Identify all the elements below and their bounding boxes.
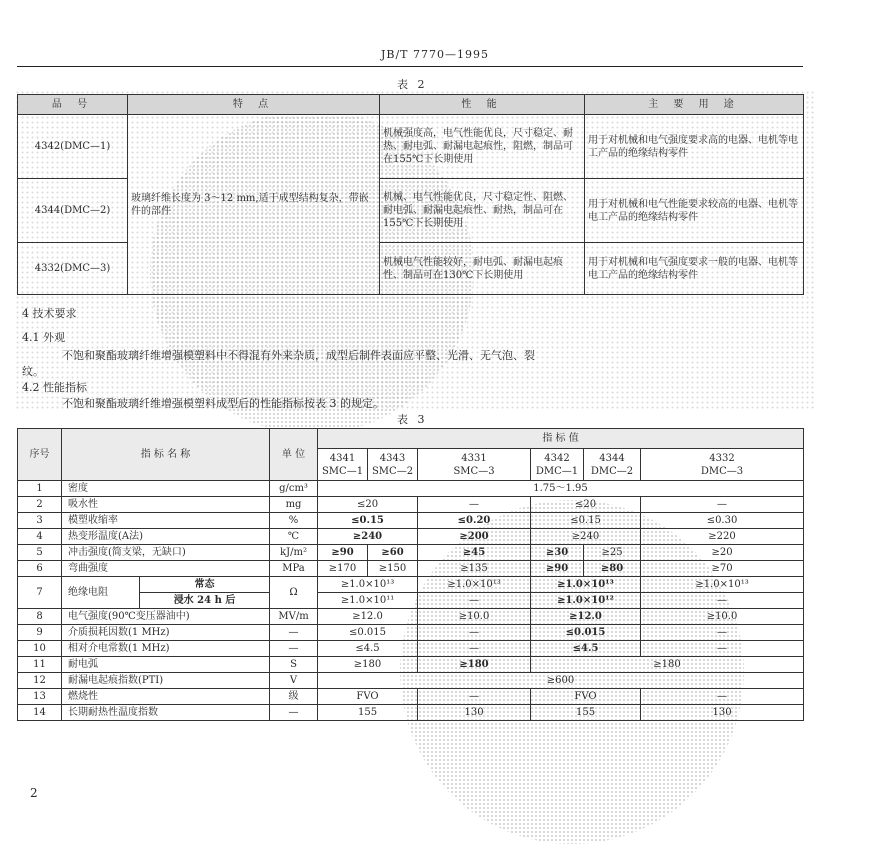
row-name: 长期耐热性温度指数 — [62, 705, 270, 721]
row-value: ≥30 — [531, 545, 584, 561]
table-row — [18, 513, 804, 529]
row-value: ≥1.0×10¹³ — [418, 577, 531, 593]
grade-header: 4342 DMC—1 — [531, 449, 584, 481]
row-name: 热变形温度(A法) — [62, 529, 270, 545]
row-value: — — [418, 641, 531, 657]
grade-header: 4344 DMC—2 — [584, 449, 641, 481]
row-value: 1.75～1.95 — [318, 481, 804, 497]
row-value: — — [641, 641, 804, 657]
row-name: 耐电弧 — [62, 657, 270, 673]
row-value: ≥240 — [318, 529, 418, 545]
row-name: 模塑收缩率 — [62, 513, 270, 529]
grade-header: 4331 SMC—3 — [418, 449, 531, 481]
table3-caption: 表 3 — [397, 413, 428, 426]
row-value: ≤0.20 — [418, 513, 531, 529]
section-4-2-title: 4.2 性能指标 — [22, 381, 87, 394]
row-value: ≥600 — [318, 673, 804, 689]
product-code: 4342(DMC—1) — [18, 115, 128, 179]
table-row — [18, 705, 804, 721]
row-number: 3 — [18, 513, 62, 529]
row-name: 吸水性 — [62, 497, 270, 513]
performance-cell: 机械电气性能较好，耐电弧、耐漏电起痕性、制品可在130℃下长期使用 — [380, 243, 585, 295]
page-number: 2 — [30, 786, 38, 800]
row-value: ≥20 — [641, 545, 804, 561]
row-value: ≥1.0×10¹³ — [318, 577, 418, 593]
grade-header: 4343 SMC—2 — [368, 449, 418, 481]
product-code: 4332(DMC—3) — [18, 243, 128, 295]
row-value: — — [641, 625, 804, 641]
table-row — [18, 577, 804, 593]
row-subname: 常态 — [140, 577, 270, 593]
section-4-1-text: 不饱和聚酯玻璃纤维增强模塑料中不得混有外来杂质，成型后制件表面应平整、光滑、无气泡、裂 — [62, 349, 535, 362]
row-unit: Ω — [270, 577, 318, 609]
row-value: ≥200 — [418, 529, 531, 545]
grade-header: 4341 SMC—1 — [318, 449, 368, 481]
row-value: — — [418, 593, 531, 609]
row-value: 155 — [531, 705, 641, 721]
row-value: ≤20 — [318, 497, 418, 513]
table-row — [18, 609, 804, 625]
section-4-1-text-cont: 纹。 — [22, 365, 44, 378]
row-number: 7 — [18, 577, 62, 609]
header-seq: 序号 — [18, 429, 62, 481]
row-value: ≥180 — [531, 657, 804, 673]
header-name: 指 标 名 称 — [62, 429, 270, 481]
row-value: — — [641, 593, 804, 609]
row-unit: — — [270, 625, 318, 641]
row-value: ≥1.0×10¹³ — [641, 577, 804, 593]
table-row — [18, 625, 804, 641]
row-value: 130 — [641, 705, 804, 721]
row-value: — — [418, 625, 531, 641]
row-name: 相对介电常数(1 MHz) — [62, 641, 270, 657]
row-value: FVO — [531, 689, 641, 705]
row-unit: 级 — [270, 689, 318, 705]
section-4-title: 4 技术要求 — [22, 307, 77, 320]
table-row — [18, 529, 804, 545]
row-number: 10 — [18, 641, 62, 657]
product-code: 4344(DMC—2) — [18, 179, 128, 243]
section-4-2-text: 不饱和聚酯玻璃纤维增强模塑料成型后的性能指标按表 3 的规定。 — [62, 397, 384, 410]
row-unit: ℃ — [270, 529, 318, 545]
feature-cell: 玻璃纤维长度为 3～12 mm,适于成型结构复杂，带嵌件的部件 — [128, 115, 380, 295]
row-number: 2 — [18, 497, 62, 513]
row-value: ≥150 — [368, 561, 418, 577]
row-value: — — [418, 689, 531, 705]
row-value: ≤4.5 — [531, 641, 641, 657]
row-value: ≥220 — [641, 529, 804, 545]
row-value: ≤0.15 — [531, 513, 641, 529]
usage-cell: 用于对机械和电气强度要求高的电器、电机等电工产品的绝缘结构零件 — [585, 115, 804, 179]
row-subname: 浸水 24 h 后 — [140, 593, 270, 609]
row-value: ≤20 — [531, 497, 641, 513]
table-row — [18, 497, 804, 513]
row-name: 弯曲强度 — [62, 561, 270, 577]
row-value: ≥180 — [318, 657, 418, 673]
header-feature: 特 点 — [128, 95, 380, 115]
table-row — [18, 545, 804, 561]
header-rule — [17, 66, 803, 67]
row-value: ≥170 — [318, 561, 368, 577]
row-value: ≥90 — [318, 545, 368, 561]
header-values: 指 标 值 — [318, 429, 804, 449]
row-unit: mg — [270, 497, 318, 513]
row-value: ≥80 — [584, 561, 641, 577]
row-value: ≤0.015 — [318, 625, 418, 641]
table-row — [18, 115, 804, 179]
row-number: 6 — [18, 561, 62, 577]
row-unit: kJ/m² — [270, 545, 318, 561]
header-code: 品 号 — [18, 95, 128, 115]
row-value: 130 — [418, 705, 531, 721]
row-name: 耐漏电起痕指数(PTI) — [62, 673, 270, 689]
row-value: ≤0.30 — [641, 513, 804, 529]
table-row — [18, 689, 804, 705]
row-unit: MV/m — [270, 609, 318, 625]
row-value: — — [418, 497, 531, 513]
row-value: ≥135 — [418, 561, 531, 577]
row-value: ≥12.0 — [318, 609, 418, 625]
row-value: ≥1.0×10¹³ — [531, 577, 641, 593]
row-name: 介质损耗因数(1 MHz) — [62, 625, 270, 641]
table-row — [18, 481, 804, 497]
row-value: ≥240 — [531, 529, 641, 545]
row-number: 12 — [18, 673, 62, 689]
row-unit: S — [270, 657, 318, 673]
performance-cell: 机械强度高，电气性能优良，尺寸稳定、耐热、耐电弧、耐漏电起痕性，阻燃，制品可在155℃下长期使用 — [380, 115, 585, 179]
row-value: ≥12.0 — [531, 609, 641, 625]
row-name: 冲击强度(简支梁，无缺口) — [62, 545, 270, 561]
standard-number: JB/T 7770—1995 — [380, 48, 490, 61]
table-row — [18, 657, 804, 673]
row-unit: g/cm³ — [270, 481, 318, 497]
row-value: FVO — [318, 689, 418, 705]
row-unit: MPa — [270, 561, 318, 577]
row-value: ≥25 — [584, 545, 641, 561]
header-usage: 主 要 用 途 — [585, 95, 804, 115]
row-number: 14 — [18, 705, 62, 721]
row-name: 燃烧性 — [62, 689, 270, 705]
row-value: ≥90 — [531, 561, 584, 577]
row-value: — — [641, 689, 804, 705]
row-value: ≥10.0 — [641, 609, 804, 625]
table-2 — [17, 94, 804, 295]
row-value: ≥1.0×10¹² — [531, 593, 641, 609]
row-value: ≤0.015 — [531, 625, 641, 641]
header-performance: 性 能 — [380, 95, 585, 115]
table-header-row — [18, 95, 804, 115]
header-unit: 单 位 — [270, 429, 318, 481]
table2-caption: 表 2 — [397, 78, 428, 91]
row-unit: % — [270, 513, 318, 529]
row-name: 电气强度(90℃变压器油中) — [62, 609, 270, 625]
row-value: ≥45 — [418, 545, 531, 561]
table-3 — [17, 428, 804, 721]
usage-cell: 用于对机械和电气性能要求较高的电器、电机等电工产品的绝缘结构零件 — [585, 179, 804, 243]
usage-cell: 用于对机械和电气强度要求一般的电器、电机等电工产品的绝缘结构零件 — [585, 243, 804, 295]
table-header-row — [18, 429, 804, 449]
row-value: ≥10.0 — [418, 609, 531, 625]
row-unit: V — [270, 673, 318, 689]
row-unit: — — [270, 705, 318, 721]
row-value: 155 — [318, 705, 418, 721]
table-row — [18, 673, 804, 689]
row-value: ≤0.15 — [318, 513, 418, 529]
row-number: 13 — [18, 689, 62, 705]
row-value: ≥1.0×10¹¹ — [318, 593, 418, 609]
table-row — [18, 641, 804, 657]
row-value: ≥70 — [641, 561, 804, 577]
row-number: 5 — [18, 545, 62, 561]
row-number: 9 — [18, 625, 62, 641]
row-value: ≥60 — [368, 545, 418, 561]
row-number: 4 — [18, 529, 62, 545]
row-unit: — — [270, 641, 318, 657]
row-number: 8 — [18, 609, 62, 625]
row-name: 绝缘电阻 — [62, 577, 140, 609]
performance-cell: 机械、电气性能优良，尺寸稳定性、阻燃、耐电弧、耐漏电起痕性、耐热，制品可在155℃下长期使用 — [380, 179, 585, 243]
table-row — [18, 561, 804, 577]
row-number: 1 — [18, 481, 62, 497]
grade-header: 4332 DMC—3 — [641, 449, 804, 481]
row-number: 11 — [18, 657, 62, 673]
row-name: 密度 — [62, 481, 270, 497]
row-value: ≥180 — [418, 657, 531, 673]
row-value: ≤4.5 — [318, 641, 418, 657]
section-4-1-title: 4.1 外观 — [22, 331, 65, 344]
row-value: — — [641, 497, 804, 513]
